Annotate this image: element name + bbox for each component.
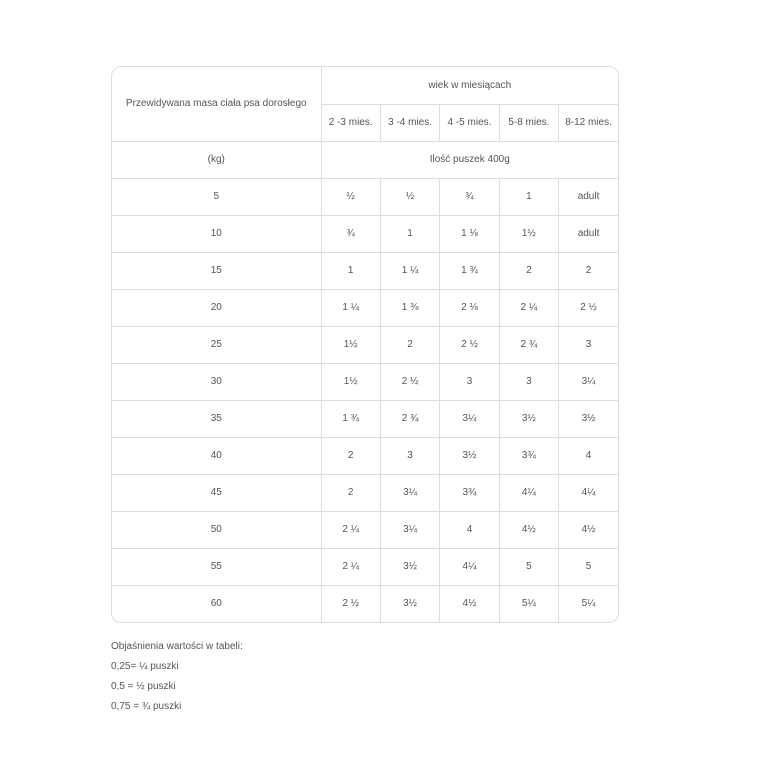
quantity-cell: 1½: [321, 326, 380, 363]
table-row: [112, 437, 618, 474]
quantity-cell: 1 ⅜: [380, 289, 439, 326]
table-row: [112, 511, 618, 548]
weight-cell: 15: [112, 252, 321, 289]
quantity-cell: adult: [559, 215, 618, 252]
quantity-cell: 3¾: [499, 437, 558, 474]
age-column-header: 8-12 mies.: [559, 104, 618, 141]
quantity-cell: 1½: [499, 215, 558, 252]
quantity-cell: 4½: [440, 585, 499, 622]
quantity-cell: 2 ¼: [321, 548, 380, 585]
table-row: [112, 289, 618, 326]
quantity-cell: 3½: [440, 437, 499, 474]
weight-cell: 45: [112, 474, 321, 511]
quantity-cell: 1: [380, 215, 439, 252]
quantity-cell: 3¼: [380, 511, 439, 548]
notes-section: [111, 640, 243, 720]
age-column-header: 5-8 mies.: [499, 104, 558, 141]
quantity-cell: 3¼: [559, 363, 618, 400]
quantity-cell: 2: [559, 252, 618, 289]
quantity-cell: 2: [499, 252, 558, 289]
weight-cell: 20: [112, 289, 321, 326]
quantity-cell: 1 ⅛: [440, 215, 499, 252]
quantity-cell: 3½: [559, 400, 618, 437]
notes-title: Objaśnienia wartości w tabeli:: [111, 641, 243, 652]
quantity-cell: 3: [380, 437, 439, 474]
note-line: 0,75 = ¾ puszki: [111, 701, 182, 712]
age-column-header: 2 -3 mies.: [321, 104, 380, 141]
quantity-cell: 4¼: [559, 474, 618, 511]
quantity-cell: 2 ½: [559, 289, 618, 326]
quantity-cell: 3¼: [440, 400, 499, 437]
quantity-cell: 3½: [380, 548, 439, 585]
quantity-cell: 2: [380, 326, 439, 363]
table-row: [112, 474, 618, 511]
age-column-header: 3 -4 mies.: [380, 104, 439, 141]
quantity-cell: 5¼: [581, 598, 596, 610]
quantity-cell: 1: [499, 178, 558, 215]
age-column-header: 4 -5 mies.: [440, 104, 499, 141]
quantity-cell: 2 ¼: [499, 289, 558, 326]
quantity-cell: 5: [499, 548, 558, 585]
weight-cell: 25: [112, 326, 321, 363]
quantity-cell: 3¼: [380, 474, 439, 511]
quantity-cell: 3: [559, 326, 618, 363]
quantity-cell: 3: [440, 363, 499, 400]
quantity-cell: 1: [321, 252, 380, 289]
quantity-cell: 2 ⅛: [440, 289, 499, 326]
quantity-cell: 5: [559, 548, 618, 585]
quantity-cell: ½: [321, 178, 380, 215]
quantity-cell: ¾: [321, 215, 380, 252]
table-row: [112, 548, 618, 585]
quantity-cell: 2: [321, 474, 380, 511]
weight-cell: 40: [112, 437, 321, 474]
table-row: [112, 215, 618, 252]
quantity-cell: 4½: [559, 511, 618, 548]
weight-cell: 60: [112, 585, 321, 622]
weight-cell: 55: [112, 548, 321, 585]
quantity-cell: 1 ¼: [380, 252, 439, 289]
quantity-cell: 2 ¾: [499, 326, 558, 363]
quantity-cell: 1½: [321, 363, 380, 400]
quantity-cell: 2 ½: [380, 363, 439, 400]
weight-cell: 5: [112, 178, 321, 215]
quantity-cell: 4¼: [440, 548, 499, 585]
quantity-cell: ½: [380, 178, 439, 215]
table-row: [112, 400, 618, 437]
table-row: [112, 178, 618, 215]
feeding-table: [112, 67, 618, 622]
quantity-cell: 2: [321, 437, 380, 474]
quantity-cell: 4½: [499, 511, 558, 548]
quantity-cell: 4¼: [499, 474, 558, 511]
table-row: [112, 252, 618, 289]
quantity-cell: 1 ¾: [440, 252, 499, 289]
quantity-cell: 5¼: [499, 585, 558, 622]
quantity-label: Ilość puszek 400g: [321, 141, 618, 178]
quantity-cell: 2 ½: [321, 585, 380, 622]
weight-cell: 30: [112, 363, 321, 400]
quantity-cell: 1 ¾: [321, 400, 380, 437]
quantity-cell: adult: [559, 178, 618, 215]
unit-label: (kg): [112, 141, 321, 178]
quantity-cell: 2 ½: [440, 326, 499, 363]
quantity-cell: 3½: [380, 585, 439, 622]
quantity-cell: 3½: [499, 400, 558, 437]
quantity-cell: ¾: [440, 178, 499, 215]
weight-cell: 10: [112, 215, 321, 252]
feeding-table-container: [111, 66, 619, 623]
header-weight-label: Przewidywana masa ciała psa dorosłego: [112, 67, 321, 141]
table-row: [112, 585, 618, 622]
header-age-group: wiek w miesiącach: [321, 67, 618, 104]
note-line: 0,5 = ½ puszki: [111, 681, 176, 692]
header-row: [112, 67, 618, 104]
quantity-cell: 2 ¾: [380, 400, 439, 437]
quantity-cell: 4: [440, 511, 499, 548]
weight-cell: 50: [112, 511, 321, 548]
quantity-cell: 3: [499, 363, 558, 400]
table-row: [112, 363, 618, 400]
quantity-cell: 2 ¼: [321, 511, 380, 548]
weight-cell: 35: [112, 400, 321, 437]
quantity-cell: 4: [559, 437, 618, 474]
units-row: [112, 141, 618, 178]
table-row: [112, 326, 618, 363]
note-line: 0,25= ¼ puszki: [111, 661, 179, 672]
quantity-cell: 1 ¼: [321, 289, 380, 326]
quantity-cell: 3¾: [440, 474, 499, 511]
